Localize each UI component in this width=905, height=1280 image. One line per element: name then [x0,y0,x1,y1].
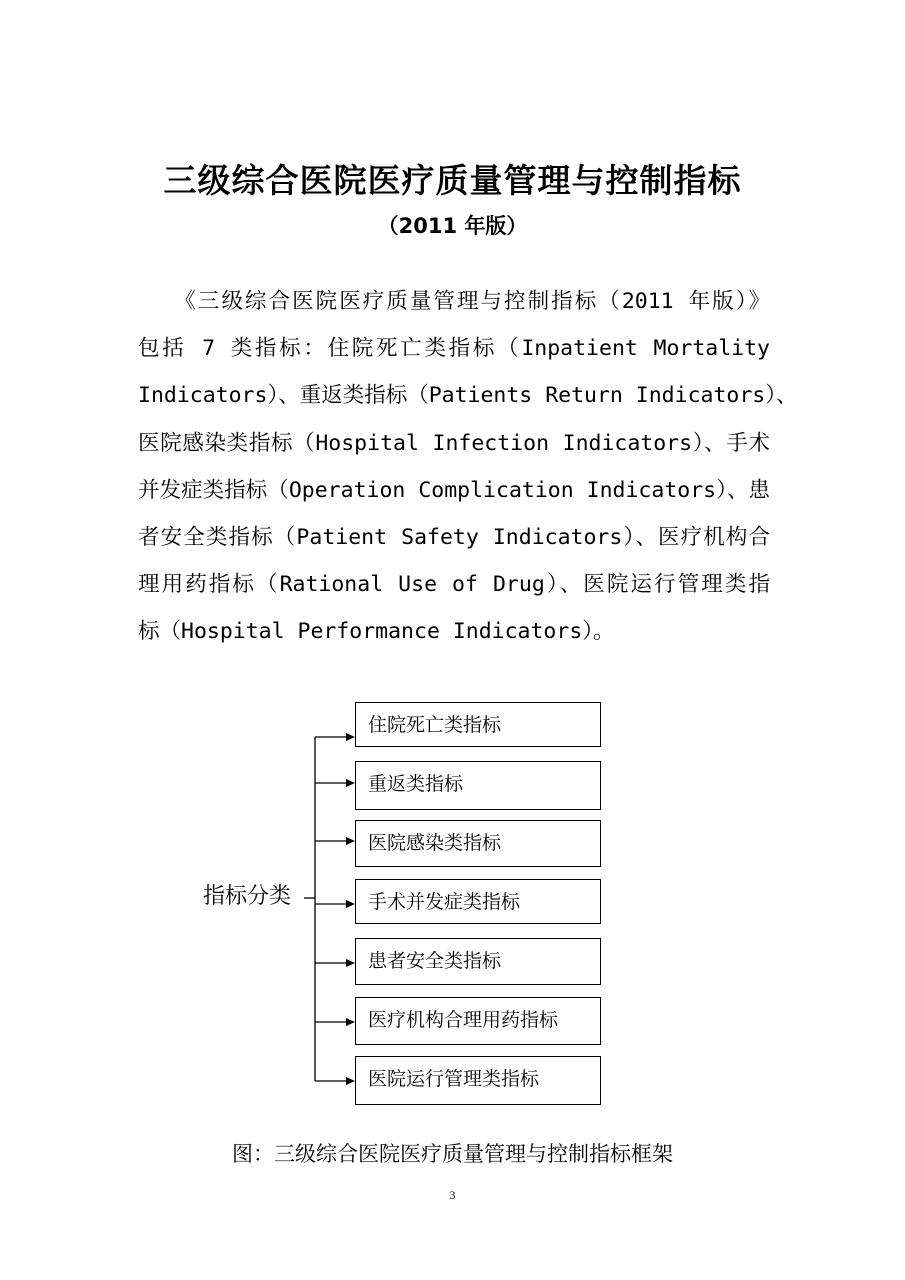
category-box-hospital-performance [355,1056,601,1105]
category-label: 患者安全类指标 [368,950,502,972]
category-box-inpatient-mortality [355,702,601,747]
body-line: 理用药指标（Rational Use of Drug）、医院运行管理类指 [138,572,770,598]
category-label: 医院感染类指标 [368,832,502,854]
category-box-hospital-infection [355,820,601,867]
diagram-branch-arrows [315,733,355,1085]
body-line: 《三级综合医院医疗质量管理与控制指标（2011 年版）》 [138,289,770,314]
page-number: 3 [449,1188,456,1202]
category-box-rational-drug-use [355,997,601,1045]
body-line: 标（Hospital Performance Indicators）。 [138,619,615,645]
body-line: 并发症类指标（Operation Complication Indicators）、患 [138,477,770,503]
category-label: 手术并发症类指标 [368,891,521,913]
diagram-root-label: 指标分类 [203,884,292,909]
category-box-patients-return [355,761,601,810]
body-line: 者安全类指标（Patient Safety Indicators）、医疗机构合 [138,524,770,550]
category-box-patient-safety [355,938,601,985]
document-title: 三级综合医院医疗质量管理与控制指标 [163,161,742,200]
figure-caption: 图：三级综合医院医疗质量管理与控制指标框架 [232,1142,673,1166]
category-label: 重返类指标 [368,773,464,795]
document-subtitle: （2011 年版） [377,214,528,238]
category-label: 医疗机构合理用药指标 [368,1009,559,1031]
category-box-operation-complication [355,879,601,924]
body-line: 包括 7 类指标：住院死亡类指标（Inpatient Mortality [138,336,770,362]
category-label: 医院运行管理类指标 [368,1068,540,1090]
body-line: Indicators）、重返类指标（Patients Return Indicators）、 [138,383,798,409]
category-label: 住院死亡类指标 [368,714,502,736]
body-line: 医院感染类指标（Hospital Infection Indicators）、手术 [138,430,770,456]
